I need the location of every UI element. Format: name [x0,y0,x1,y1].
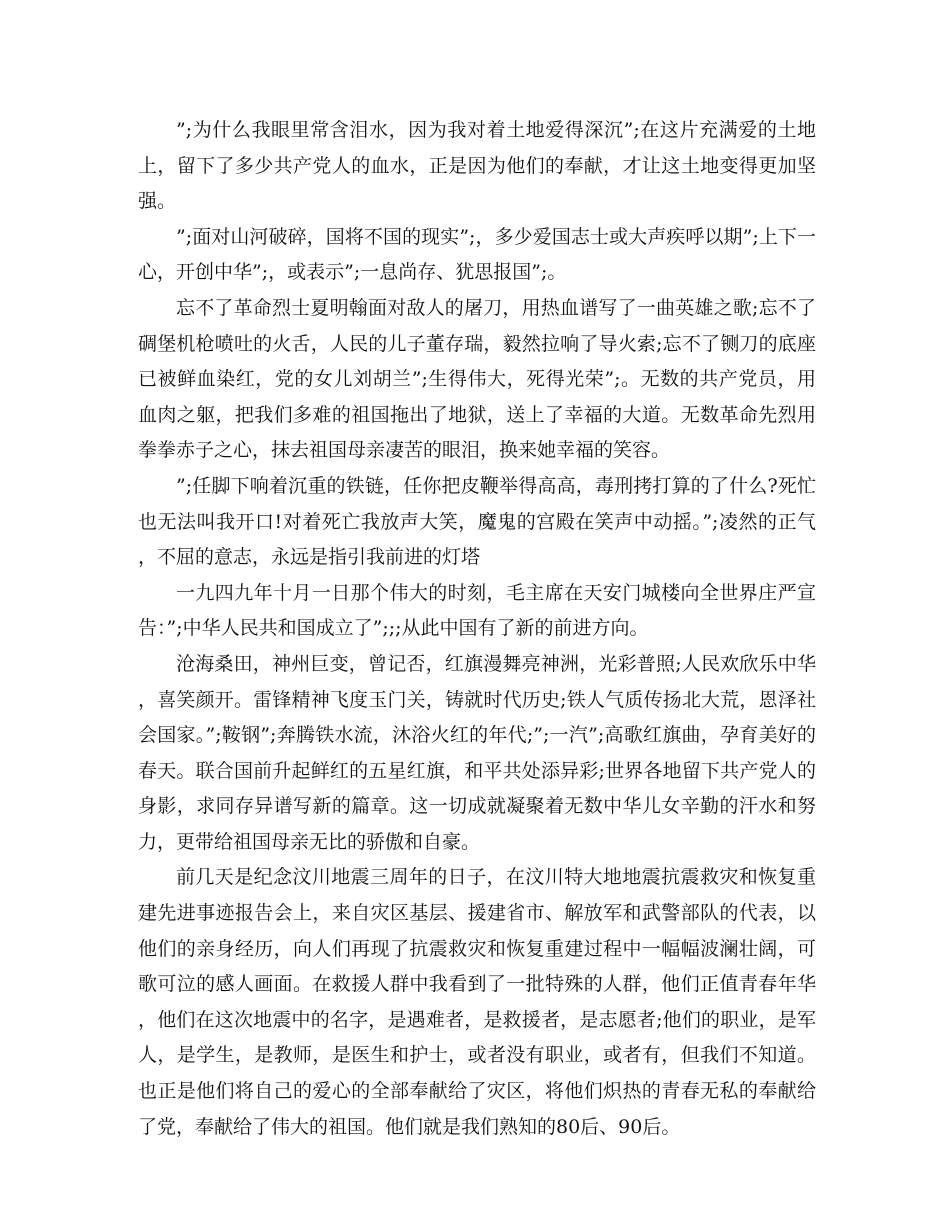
paragraph-7: 前几天是纪念汶川地震三周年的日子，在汶川特大地地震抗震救灾和恢复重建先进事迹报告会上，来自灾区基层、援建省市、解放军和武警部队的代表，以他们的亲身经历，向人们再现了抗震救灾和恢复重建过程中一幅幅波澜壮阔，可歌可泣的感人画面。在救援人群中我看到了一批特殊的人群，他们正值青春年华，他们在这次地震中的名字，是遇难者，是救援者，是志愿者;他们的职业，是军人，是学生，是教师，是医生和护士，或者没有职业，或者有，但我们不知道。也正是他们将自己的爱心的全部奉献给了灾区，将他们炽热的青春无私的奉献给了党，奉献给了伟大的祖国。他们就是我们熟知的80后、90后。 [138,866,816,1138]
paragraph-3: 忘不了革命烈士夏明翰面对敌人的屠刀，用热血谱写了一曲英雄之歌;忘不了碉堡机枪喷吐的火舌，人民的儿子董存瑞，毅然拉响了导火索;忘不了铡刀的底座已被鲜血染红，党的女儿刘胡兰”;生得伟大，死得光荣”;。无数的共产党员，用血肉之躯，把我们多难的祖国拖出了地狱，送上了幸福的大道。无数革命先烈用拳拳赤子之心，抹去祖国母亲凄苦的眼泪，换来她幸福的笑容。 [138,296,816,462]
document-body [138,113,816,1145]
paragraph-5: 一九四九年十月一日那个伟大的时刻，毛主席在天安门城楼向全世界庄严宣告：”;中华人民共和国成立了”;;;从此中国有了新的前进方向。 [138,581,816,640]
paragraph-2: ”;面对山河破碎，国将不国的现实”;，多少爱国志士或大声疾呼以期”;上下一心，开创中华”;，或表示”;一息尚存、犹思报国”;。 [138,225,816,284]
paragraph-1: ”;为什么我眼里常含泪水，因为我对着土地爱得深沉”;在这片充满爱的土地上，留下了多少共产党人的血水，正是因为他们的奉献，才让这土地变得更加坚强。 [138,119,816,213]
paragraph-6: 沧海桑田，神州巨变，曾记否，红旗漫舞亮神洲，光彩普照;人民欢欣乐中华，喜笑颜开。雷锋精神飞度玉门关，铸就时代历史;铁人气质传扬北大荒，恩泽社会国家。”;鞍钢”;奔腾铁水流，沐浴火红的年代;”;一汽”;高歌红旗曲，孕育美好的春天。联合国前升起鲜红的五星红旗，和平共处添异彩;世界各地留下共产党人的身影，求同存异谱写新的篇章。这一切成就凝聚着无数中华儿女辛勤的汗水和努力，更带给祖国母亲无比的骄傲和自豪。 [138,652,816,853]
paragraph-4: ”;任脚下响着沉重的铁链，任你把皮鞭举得高高，毒刑拷打算的了什么?死忙也无法叫我开口!对着死亡我放声大笑，魔鬼的宫殿在笑声中动摇。”;凌然的正气，不屈的意志，永远是指引我前进的灯塔 [138,474,816,569]
